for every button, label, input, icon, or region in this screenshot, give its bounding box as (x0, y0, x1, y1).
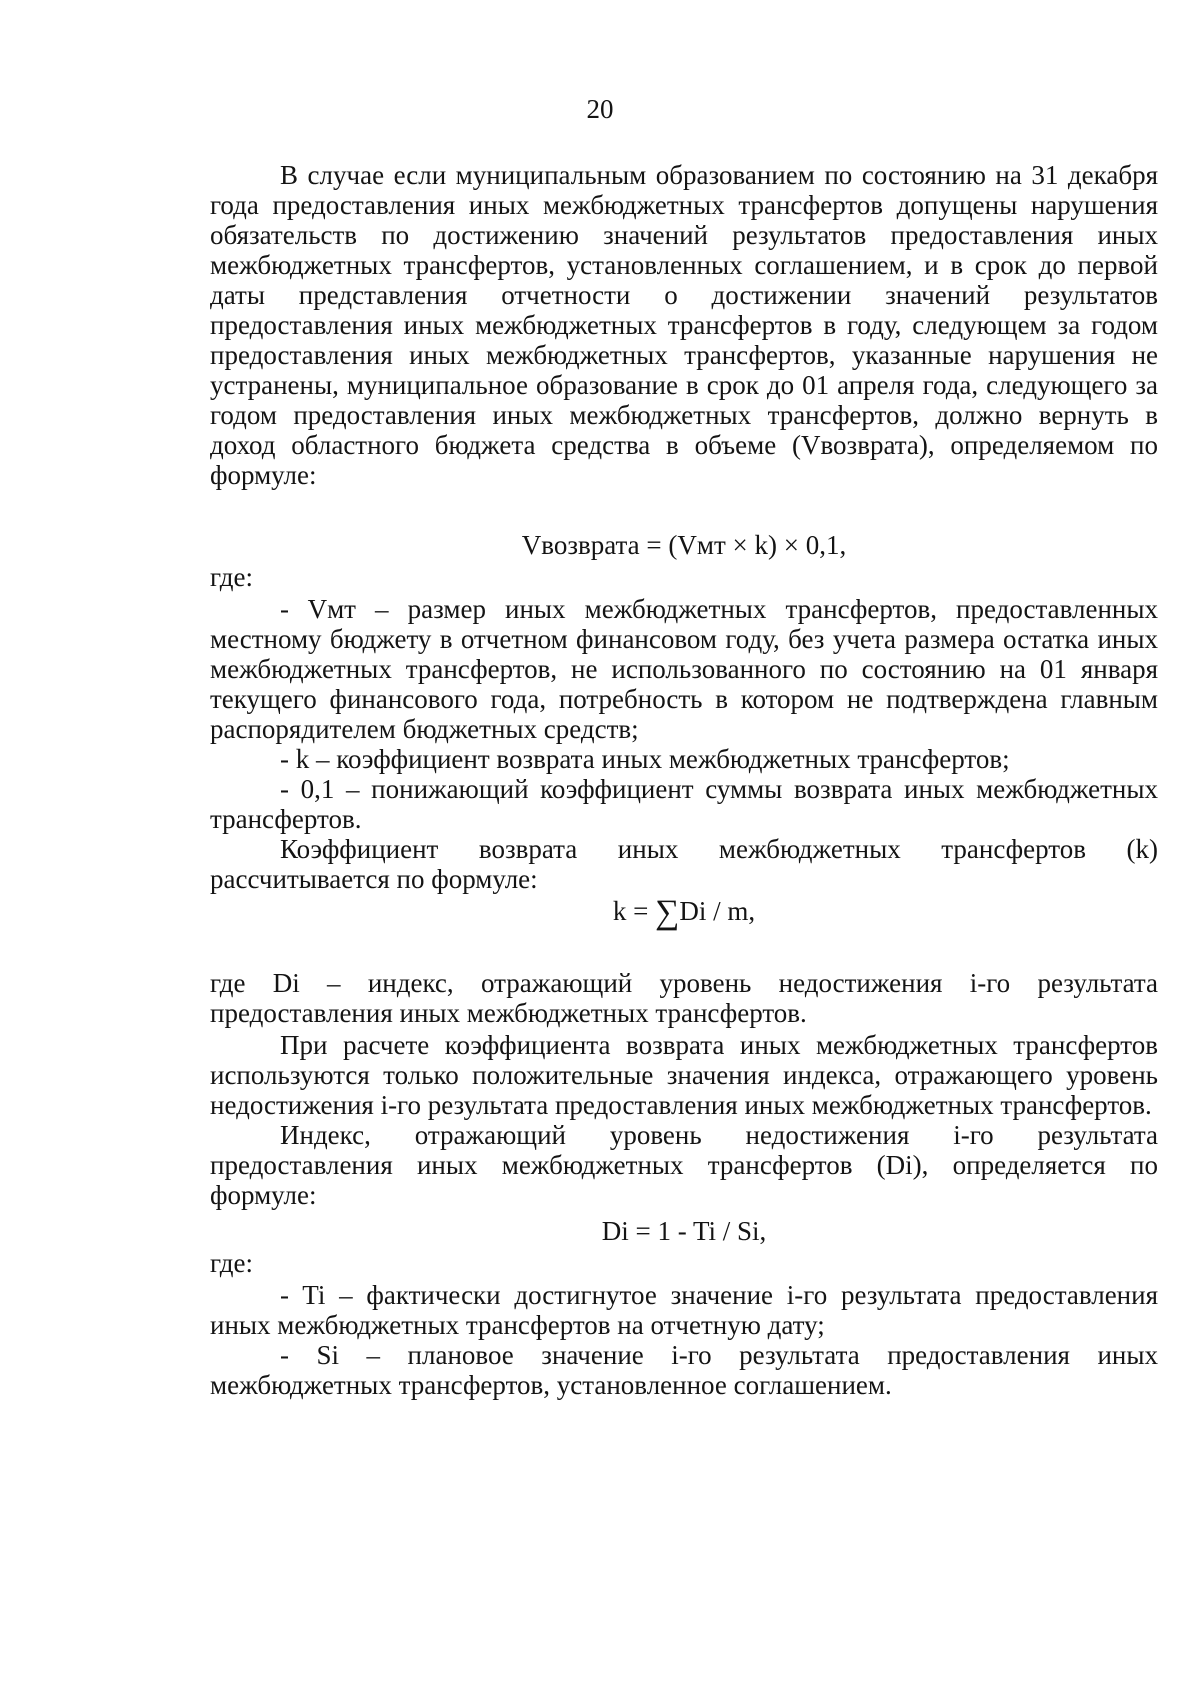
formula-return-volume: Vвозврата = (Vмт × k) × 0,1, (521, 530, 847, 560)
definition-ti: - Ti – фактически достигнутое значение i-го результата предоставления иных межбюджетных трансфертов на отчетную дату; (210, 1280, 1158, 1340)
page-number: 20 (586, 94, 614, 124)
definition-coefficient-01: - 0,1 – понижающий коэффициент суммы возврата иных межбюджетных трансфертов. (210, 774, 1158, 834)
definition-di: где Di – индекс, отражающий уровень недостижения i-го результата предоставления иных межбюджетных трансфертов. (210, 968, 1158, 1028)
definition-si: - Si – плановое значение i-го результата предоставления иных межбюджетных трансфертов, установленное соглашением. (210, 1340, 1158, 1400)
definition-vmt: - Vмт – размер иных межбюджетных трансфертов, предоставленных местному бюджету в отчетном финансовом году, без учета размера остатка иных межбюджетных трансфертов, не использованного по состоянию на 01 января текущего финансового года, потребность в котором не подтверждена главным распорядителем бюджетных средств; (210, 594, 1158, 744)
formula-k-lhs: k = (612, 896, 656, 926)
formula-k (210, 894, 1158, 931)
where-label: где: (210, 562, 253, 592)
paragraph-positive-values: При расчете коэффициента возврата иных межбюджетных трансфертов используются только положительные значения индекса, отражающего уровень недостижения i-го результата предоставления иных межбюджетных трансфертов. (210, 1030, 1158, 1120)
formula-di: Di = 1 - Ti / Si, (601, 1216, 767, 1246)
formula-k-rhs: Di / m, (679, 896, 756, 926)
definition-k: - k – коэффициент возврата иных межбюджетных трансфертов; (280, 744, 1010, 774)
document-body (210, 160, 1158, 1400)
paragraph-return-conditions: В случае если муниципальным образованием по состоянию на 31 декабря года предоставления иных межбюджетных трансфертов допущены нарушения обязательств по достижению значений результатов предоставления иных межбюджетных трансфертов, установленных соглашением, и в срок до первой даты представления отчетности о достижении значений результатов предоставления иных межбюджетных трансфертов в году, следующем за годом предоставления иных межбюджетных трансфертов, указанные нарушения не устранены, муниципальное образование в срок до 01 апреля года, следующего за годом предоставления иных межбюджетных трансфертов, должно вернуть в доход областного бюджета средства в объеме (Vвозврата), определяемом по формуле: (210, 160, 1158, 490)
where-label-2: где: (210, 1248, 253, 1278)
paragraph-k-calculation: Коэффициент возврата иных межбюджетных трансфертов (k) рассчитывается по формуле: (210, 834, 1158, 894)
paragraph-index-definition: Индекс, отражающий уровень недостижения i-го результата предоставления иных межбюджетных трансфертов (Di), определяется по формуле: (210, 1120, 1158, 1210)
sum-symbol: ∑ (655, 894, 680, 931)
